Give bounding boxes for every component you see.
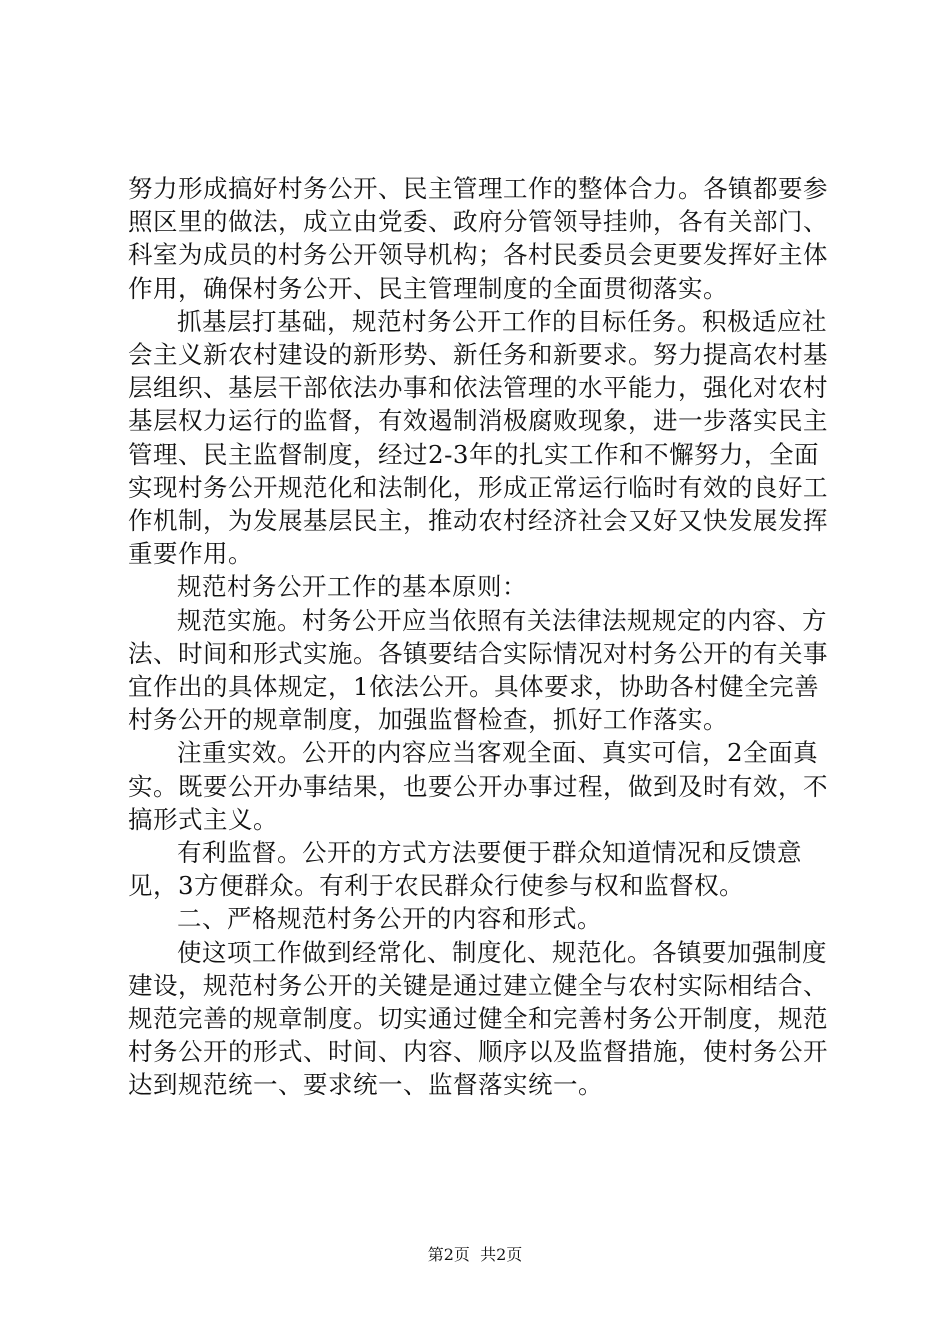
paragraph-7: 二、严格规范村务公开的内容和形式。	[177, 904, 602, 934]
page-number-label: 第2页 共2页	[427, 1245, 523, 1264]
paragraph-3: 规范村务公开工作的基本原则：	[177, 572, 527, 602]
paragraph-6: 有利监督。公开的方式方法要便于群众知道情况和反馈意见，3方便群众。有利于农民群众行使参与权和监督权。	[128, 838, 802, 901]
paragraph-5: 注重实效。公开的内容应当客观全面、真实可信，2全面真实。既要公开办事结果，也要公开办事过程，做到及时有效，不搞形式主义。	[128, 738, 828, 834]
paragraph-4: 规范实施。村务公开应当依照有关法律法规规定的内容、方法、时间和形式实施。各镇要结合实际情况对村务公开的有关事宜作出的具体规定，1依法公开。具体要求，协助各村健全完善村务公开的规章制度，加强监督检查，抓好工作落实。	[128, 605, 828, 735]
paragraph-1: 努力形成搞好村务公开、民主管理工作的整体合力。各镇都要参照区里的做法，成立由党委、政府分管领导挂帅，各有关部门、科室为成员的村务公开领导机构；各村民委员会更要发挥好主体作用，确保村务公开、民主管理制度的全面贯彻落实。	[128, 174, 828, 303]
paragraph-8: 使这项工作做到经常化、制度化、规范化。各镇要加强制度建设，规范村务公开的关键是通过建立健全与农村实际相结合、规范完善的规章制度。切实通过健全和完善村务公开制度，规范村务公开的形式、时间、内容、顺序以及监督措施，使村务公开达到规范统一、要求统一、监督落实统一。	[128, 937, 828, 1100]
document-body	[128, 172, 828, 1102]
paragraph-2: 抓基层打基础，规范村务公开工作的目标任务。积极适应社会主义新农村建设的新形势、新任务和新要求。努力提高农村基层组织、基层干部依法办事和依法管理的水平能力，强化对农村基层权力运行的监督，有效遏制消极腐败现象，进一步落实民主管理、民主监督制度，经过2-3年的扎实工作和不懈努力，全面实现村务公开规范化和法制化，形成正常运行临时有效的良好工作机制，为发展基层民主，推动农村经济社会又好又快发展发挥重要作用。	[128, 306, 828, 569]
page-footer	[0, 1245, 950, 1265]
